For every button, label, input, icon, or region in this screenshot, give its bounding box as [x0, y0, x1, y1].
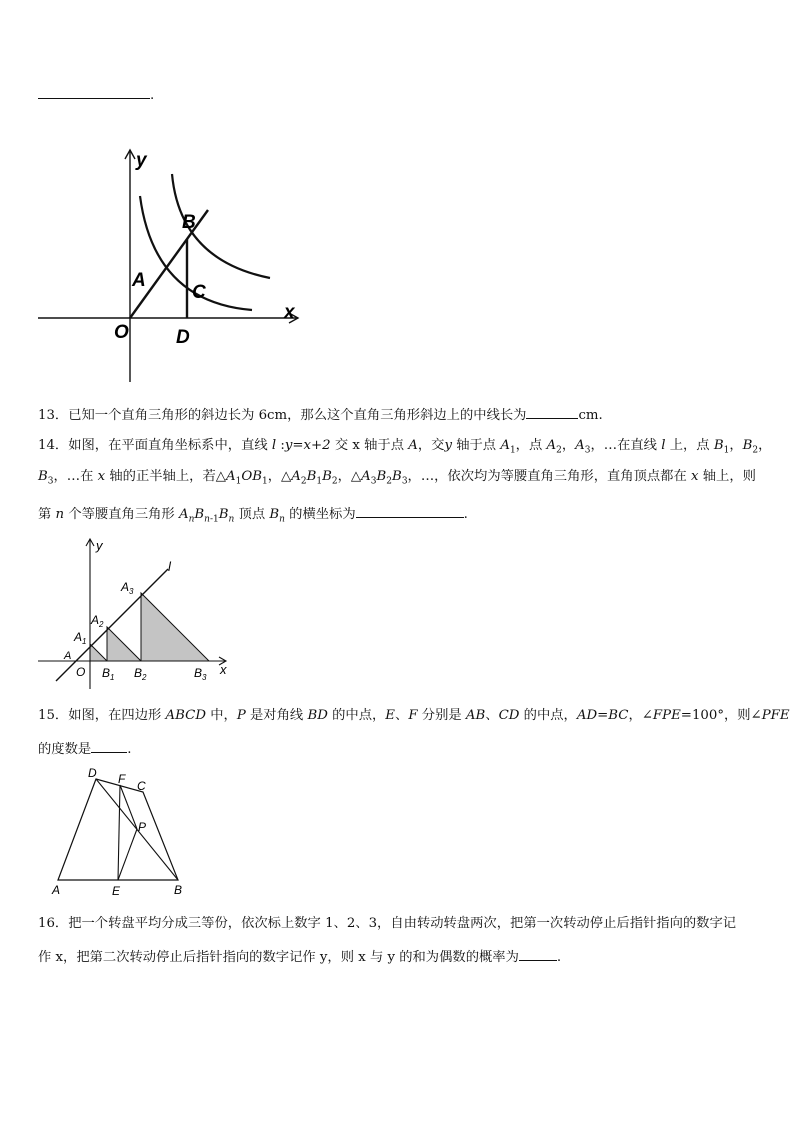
segment-FP [120, 785, 137, 829]
label-O: O [114, 322, 129, 343]
label-B: B [174, 883, 183, 897]
label-B3: $B_3$ [194, 666, 207, 682]
question-15-line-2: 的度数是 . [38, 738, 131, 760]
label-O: O [76, 665, 86, 679]
label-B: B [182, 212, 196, 233]
segment-EP [118, 829, 137, 880]
previous-answer-line: . [38, 84, 154, 106]
question-14-line-1: 14．如图，在平面直角坐标系中，直线 l :y=x+2 交 x 轴于点 A，交y 轴于点 $A_1$，点 $A_2$，$A_3$，…在直线 l 上，点 $B_1$，$B_2$， [38, 438, 772, 456]
label-A: A [52, 883, 61, 897]
question-15-line-1: 15．如图，在四边形 ABCD 中，P 是对角线 BD 的中点，E、F 分别是 AB、CD 的中点，AD=BC，∠FPE=100°，则∠PFE [38, 708, 790, 723]
figure-12-curves [30, 140, 310, 390]
label-A1: $A_1$ [74, 630, 87, 646]
label-A2: $A_2$ [91, 613, 104, 629]
answer-blank [38, 84, 150, 99]
label-x: x [284, 302, 295, 323]
segment-EF [118, 785, 120, 880]
label-A: A [64, 650, 72, 662]
triangle-A3B2B3 [141, 593, 209, 661]
label-F: F [118, 772, 126, 786]
triangle-A1OB1 [90, 644, 107, 661]
question-16-line-1: 16．把一个转盘平均分成三等份，依次标上数字 1、2、3，自由转动转盘两次，把第一次转动停止后指针指向的数字记 [38, 916, 737, 931]
label-B1: $B_1$ [102, 666, 115, 682]
answer-blank [519, 946, 557, 961]
label-C: C [137, 779, 146, 793]
label-l: l [168, 559, 171, 574]
label-y: y [96, 538, 103, 553]
label-A3: $A_3$ [121, 580, 134, 596]
label-E: E [112, 884, 121, 898]
figure-15-quadrilateral [48, 764, 198, 900]
figure-14-triangles [34, 533, 244, 693]
label-D: D [88, 766, 97, 780]
label-B2: $B_2$ [134, 666, 147, 682]
label-A: A [132, 270, 146, 291]
label-y: y [136, 150, 147, 171]
label-P: P [138, 820, 147, 834]
answer-blank [91, 738, 127, 753]
question-13: 13．已知一个直角三角形的斜边长为 6cm，那么这个直角三角形斜边上的中线长为 cm. [38, 404, 603, 426]
label-x: x [220, 662, 227, 677]
answer-blank [526, 404, 578, 419]
label-C: C [192, 282, 206, 303]
answer-blank [356, 503, 464, 518]
label-D: D [176, 327, 190, 348]
question-14-line-3: 第 n 个等腰直角三角形 $A_nB_{n-1}B_n$ 顶点 $B_n$ 的横坐标为 . [38, 503, 468, 530]
triangle-A2B1B2 [107, 627, 141, 661]
question-16-line-2: 作 x，把第二次转动停止后指针指向的数字记作 y，则 x 与 y 的和为偶数的概率为 . [38, 946, 561, 968]
question-14-line-2: $B_3$，…在 x 轴的正半轴上，若$\triangle A_1OB_1$，$\triangle A_2B_1B_2$，$\triangle A_3B_2B_3$，…，依次均为等腰直角三角形，直角顶点都在 x 轴上，则 [38, 469, 756, 487]
